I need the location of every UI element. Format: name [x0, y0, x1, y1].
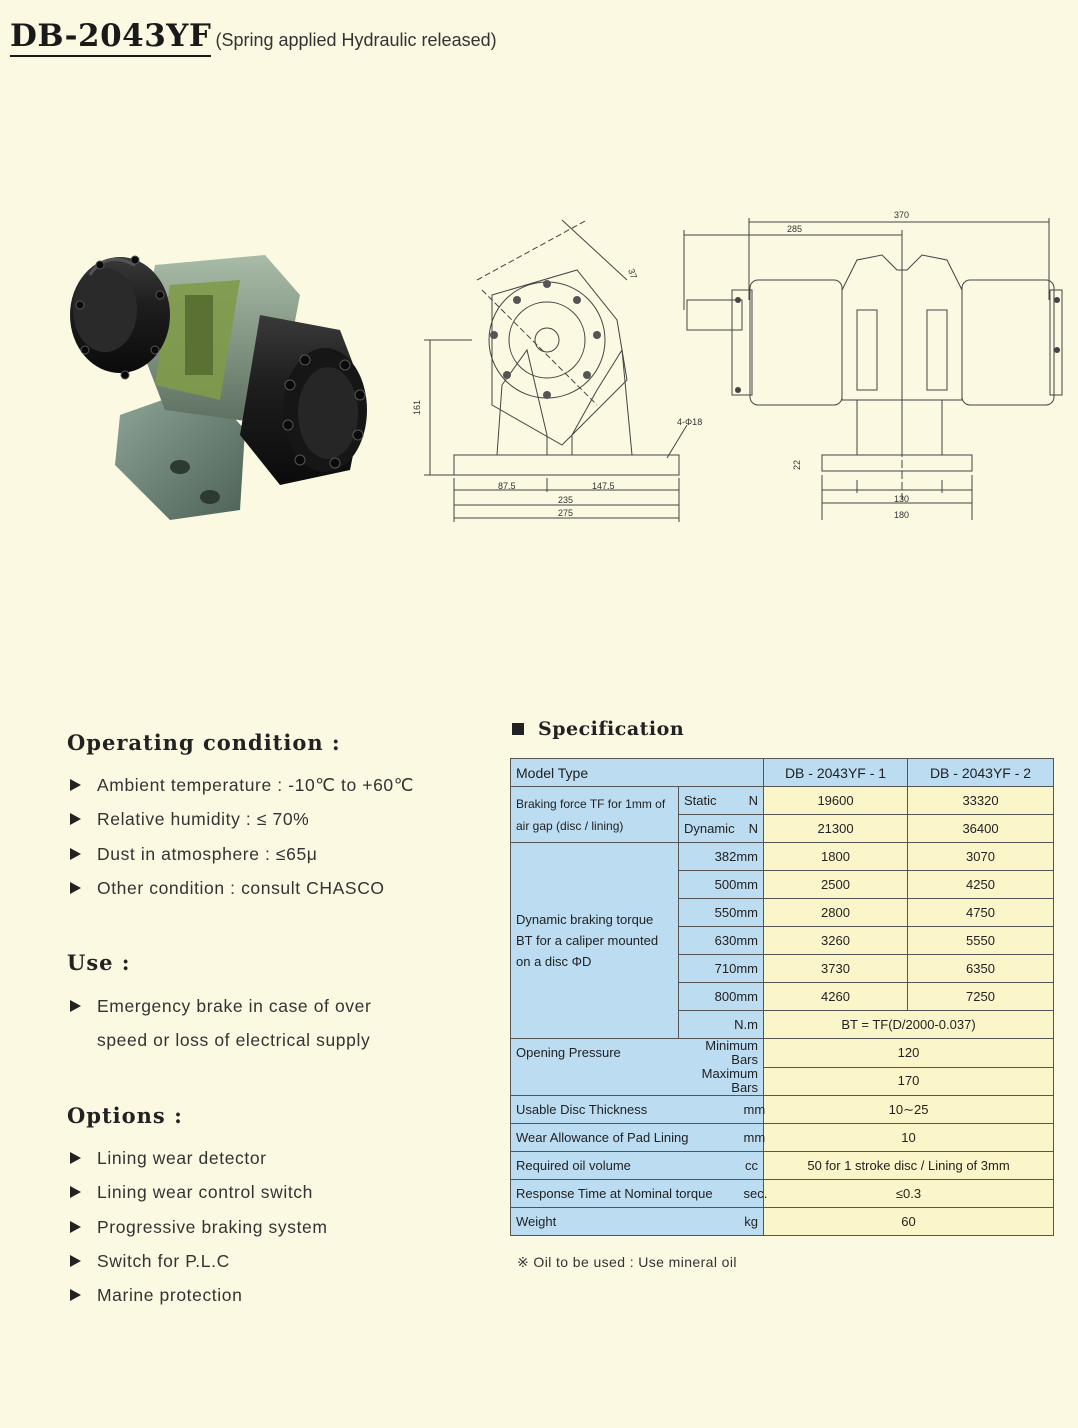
row-label: Usable Disc Thickness: [511, 1096, 739, 1124]
static-value-1: 19600: [764, 787, 908, 815]
list-item: Progressive braking system: [68, 1217, 328, 1251]
dynamic-value-1: 21300: [764, 815, 908, 843]
bullet-arrow-icon: [70, 779, 81, 791]
list-item: Ambient temperature : -10℃ to +60℃: [68, 775, 414, 809]
dim-285: 285: [787, 224, 803, 234]
table-row: [511, 1152, 1054, 1180]
dynamic-value-2: 36400: [908, 815, 1054, 843]
disc-size: 710mm: [679, 955, 764, 983]
row-value: 50 for 1 stroke disc / Lining of 3mm: [764, 1152, 1054, 1180]
torque-value-1: 3260: [764, 927, 908, 955]
list-item: Emergency brake in case of over: [68, 996, 371, 1030]
opening-pressure-label: Opening Pressure: [511, 1039, 679, 1068]
torque-unit: N.m: [679, 1011, 764, 1039]
table-row: [511, 1067, 1054, 1096]
front-view-drawing: [412, 200, 703, 530]
torque-value-2: 3070: [908, 843, 1054, 871]
product-photo: [60, 235, 380, 520]
row-unit: cc: [739, 1152, 764, 1180]
dim-87-5: 87.5: [498, 481, 516, 491]
model-type-label: Model Type: [511, 759, 764, 787]
row-unit: sec.: [739, 1180, 764, 1208]
torque-label: Dynamic braking torque BT for a caliper mounted on a disc ΦD: [511, 843, 679, 1039]
dim-275: 275: [558, 508, 574, 518]
row-label: Weight: [511, 1208, 739, 1236]
dim-180: 180: [894, 510, 910, 520]
side-view-drawing: [682, 200, 1072, 530]
table-row: [511, 759, 1054, 787]
disc-size: 550mm: [679, 899, 764, 927]
spec-heading: Specification: [512, 718, 684, 740]
row-unit: mm: [739, 1124, 764, 1152]
row-value: 10: [764, 1124, 1054, 1152]
model-name: DB-2043YF: [10, 18, 211, 57]
min-bars-label: Minimum Bars: [679, 1039, 764, 1068]
row-label: Wear Allowance of Pad Lining: [511, 1124, 739, 1152]
list-item: Relative humidity : ≤ 70%: [68, 809, 414, 843]
disc-size: 800mm: [679, 983, 764, 1011]
row-unit: mm: [739, 1096, 764, 1124]
table-row: [511, 1096, 1054, 1124]
list-item: Lining wear control switch: [68, 1182, 328, 1216]
max-bars-value: 170: [764, 1067, 1054, 1096]
dim-holes: 4-Φ18: [677, 417, 703, 427]
torque-value-2: 5550: [908, 927, 1054, 955]
torque-value-2: 4250: [908, 871, 1054, 899]
table-row: [511, 787, 1054, 815]
bullet-arrow-icon: [70, 1289, 81, 1301]
dim-370: 370: [894, 210, 910, 220]
square-bullet-icon: [512, 723, 524, 735]
bullet-arrow-icon: [70, 1221, 81, 1233]
torque-value-2: 4750: [908, 899, 1054, 927]
disc-size: 500mm: [679, 871, 764, 899]
list-item: Marine protection: [68, 1285, 328, 1319]
dynamic-label: Dynamic: [679, 815, 739, 843]
table-row: [511, 1039, 1054, 1068]
torque-value-1: 1800: [764, 843, 908, 871]
dim-235: 235: [558, 495, 574, 505]
list-item-continuation: speed or loss of electrical supply: [97, 1030, 371, 1051]
use-heading: Use :: [67, 950, 131, 975]
torque-formula: BT = TF(D/2000-0.037): [764, 1011, 1054, 1039]
table-row: [511, 1180, 1054, 1208]
bullet-arrow-icon: [70, 1255, 81, 1267]
dim-161: 161: [412, 399, 422, 415]
list-item: Switch for P.L.C: [68, 1251, 328, 1285]
dim-147-5: 147.5: [592, 481, 615, 491]
options-heading: Options :: [67, 1103, 183, 1128]
table-row: [511, 843, 1054, 871]
torque-value-2: 7250: [908, 983, 1054, 1011]
row-label: Response Time at Nominal torque: [511, 1180, 739, 1208]
dim-37: 37: [626, 267, 639, 281]
model-1-header: DB - 2043YF - 1: [764, 759, 908, 787]
disc-size: 630mm: [679, 927, 764, 955]
torque-value-1: 2800: [764, 899, 908, 927]
row-unit: kg: [739, 1208, 764, 1236]
spec-table: [510, 758, 1054, 1236]
oil-note: ※ Oil to be used : Use mineral oil: [517, 1254, 737, 1270]
bullet-arrow-icon: [70, 1000, 81, 1012]
bullet-arrow-icon: [70, 882, 81, 894]
model-subtitle: (Spring applied Hydraulic released): [215, 30, 497, 50]
list-item: Lining wear detector: [68, 1148, 328, 1182]
bullet-arrow-icon: [70, 813, 81, 825]
static-label: Static: [679, 787, 739, 815]
bullet-arrow-icon: [70, 1186, 81, 1198]
dim-22: 22: [792, 459, 802, 470]
model-2-header: DB - 2043YF - 2: [908, 759, 1054, 787]
use-list: [68, 996, 371, 1065]
static-value-2: 33320: [908, 787, 1054, 815]
disc-size: 382mm: [679, 843, 764, 871]
options-list: [68, 1148, 328, 1319]
static-unit: N: [739, 787, 764, 815]
row-value: 10∼25: [764, 1096, 1054, 1124]
torque-value-1: 3730: [764, 955, 908, 983]
min-bars-value: 120: [764, 1039, 1054, 1068]
dynamic-unit: N: [739, 815, 764, 843]
torque-value-2: 6350: [908, 955, 1054, 983]
torque-value-1: 2500: [764, 871, 908, 899]
torque-value-1: 4260: [764, 983, 908, 1011]
operating-list: [68, 775, 414, 912]
table-row: [511, 1124, 1054, 1152]
braking-force-label: Braking force TF for 1mm of air gap (disc / lining): [511, 787, 679, 843]
row-value: ≤0.3: [764, 1180, 1054, 1208]
operating-heading: Operating condition :: [67, 730, 341, 755]
page-title: [10, 18, 497, 57]
max-bars-label: Maximum Bars: [679, 1067, 764, 1096]
list-item: Other condition : consult CHASCO: [68, 878, 414, 912]
row-value: 60: [764, 1208, 1054, 1236]
dim-130: 130: [894, 494, 910, 504]
bullet-arrow-icon: [70, 1152, 81, 1164]
row-label: Required oil volume: [511, 1152, 739, 1180]
table-row: [511, 1208, 1054, 1236]
bullet-arrow-icon: [70, 848, 81, 860]
list-item: Dust in atmosphere : ≤65μ: [68, 844, 414, 878]
